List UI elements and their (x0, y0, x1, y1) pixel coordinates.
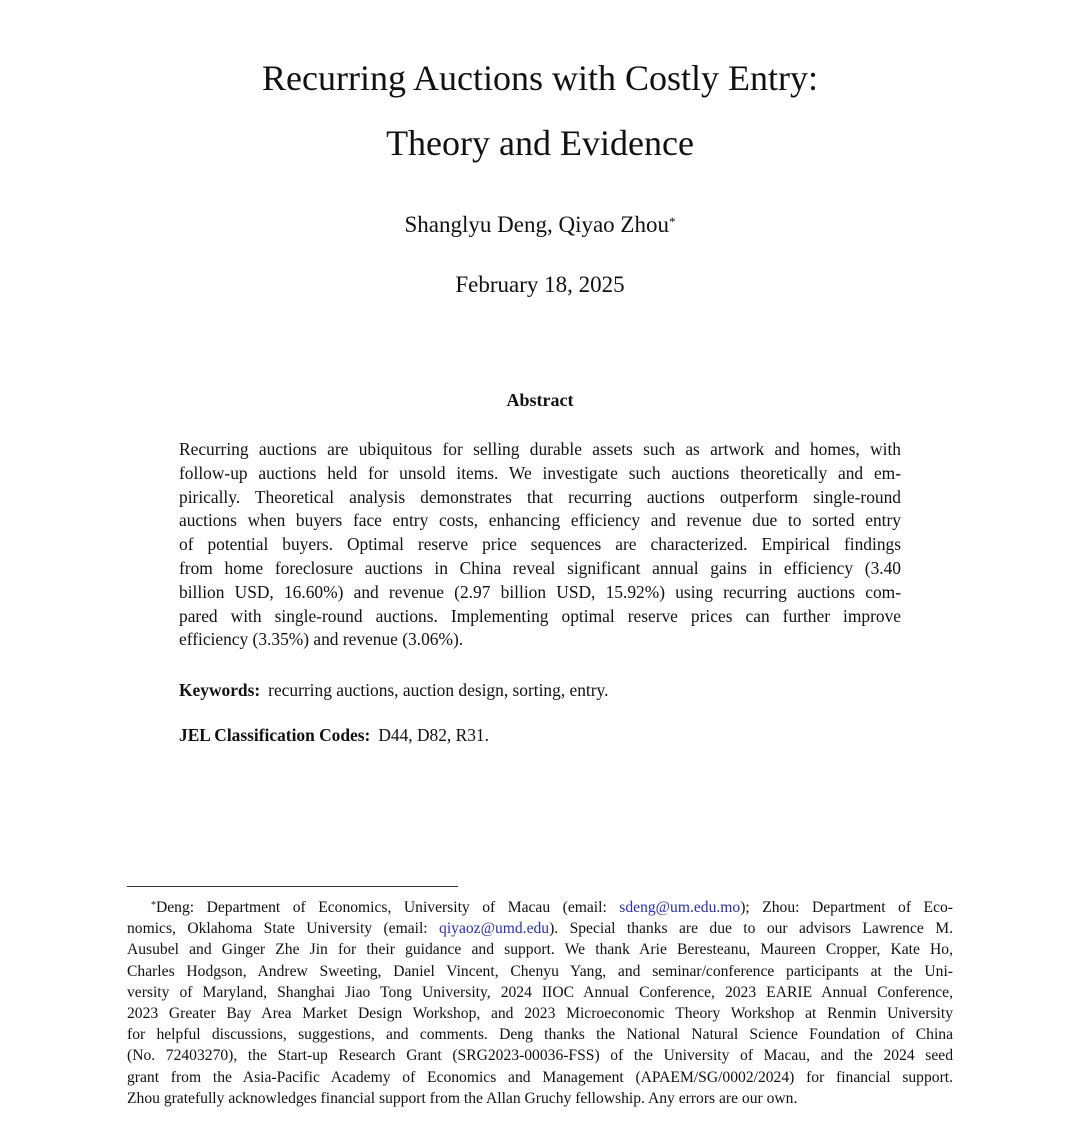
paper-title-line-1: Recurring Auctions with Costly Entry: (262, 58, 818, 98)
abstract-line: of potential buyers. Optimal reserve price sequences are characterized. Empirical findings (179, 534, 901, 555)
footnote-text: ). Special thanks are due to our advisors Lawrence M. (549, 920, 953, 938)
author-names: Shanglyu Deng, Qiyao Zhou (404, 212, 669, 237)
footnote-line: 2023 Greater Bay Area Market Design Workshop, and 2023 Microeconomic Theory Workshop at Renmin University (127, 1004, 953, 1022)
footnote-separator (127, 886, 458, 887)
abstract-line: follow-up auctions held for unsold items. We investigate such auctions theoretically and em- (179, 462, 901, 483)
abstract-line: efficiency (3.35%) and revenue (3.06%). (179, 629, 464, 650)
footnote-line: for helpful discussions, suggestions, and comments. Deng thanks the National Natural Science Foundation of China (127, 1026, 953, 1044)
abstract-line: from home foreclosure auctions in China reveal significant annual gains in efficiency (3.40 (179, 557, 901, 578)
email-link-zhou[interactable]: qiyaoz@umd.edu (439, 920, 550, 938)
keywords-row (179, 679, 608, 701)
author-list (0, 212, 1080, 238)
abstract-line: Recurring auctions are ubiquitous for selling durable assets such as artwork and homes, with (179, 439, 901, 459)
jel-label: JEL Classification Codes: (179, 725, 371, 745)
author-footnote (127, 897, 953, 1109)
email-link-deng[interactable]: sdeng@um.edu.mo (619, 899, 741, 916)
footnote-line: grant from the Asia-Pacific Academy of Economics and Management (APAEM/SG/0002/2024) for financial support. (127, 1068, 953, 1086)
abstract-body (179, 438, 901, 652)
keywords-label: Keywords: (179, 680, 261, 700)
publication-date: February 18, 2025 (455, 272, 625, 297)
footnote-text: ); Zhou: Department of Eco- (740, 899, 953, 916)
abstract-line: billion USD, 16.60%) and revenue (2.97 billion USD, 15.92%) using recurring auctions com- (179, 581, 901, 602)
footnote-mark: * (151, 900, 156, 911)
paper-title-line-2: Theory and Evidence (386, 123, 694, 163)
author-footnote-mark[interactable]: * (668, 214, 676, 229)
keywords-value: recurring auctions, auction design, sorting, entry. (268, 680, 609, 700)
footnote-line: Ausubel and Ginger Zhe Jin for their guidance and support. We thank Arie Beresteanu, Maureen Cropper, Kate Ho, (127, 941, 953, 959)
footnote-line: (No. 72403270), the Start-up Research Grant (SRG2023-00036-FSS) of the University of Macau, and the 2024 seed (127, 1047, 953, 1065)
abstract-line: pirically. Theoretical analysis demonstrates that recurring auctions outperform single-round (179, 486, 901, 507)
abstract-heading: Abstract (506, 390, 574, 410)
footnote-text: nomics, Oklahoma State University (email: (127, 920, 440, 938)
jel-value: D44, D82, R31. (378, 725, 489, 745)
abstract-line: auctions when buyers face entry costs, enhancing efficiency and revenue due to sorted entry (179, 510, 901, 531)
jel-codes-row (179, 724, 489, 746)
footnote-line (127, 918, 953, 939)
footnote-line: versity of Maryland, Shanghai Jiao Tong University, 2024 IIOC Annual Conference, 2023 EARIE Annual Conference, (127, 983, 953, 1001)
footnote-line (127, 897, 953, 918)
footnote-text: Deng: Department of Economics, University of Macau (email: (156, 899, 620, 916)
footnote-line: Charles Hodgson, Andrew Sweeting, Daniel Vincent, Chenyu Yang, and seminar/conference participants at the Uni- (127, 962, 953, 980)
abstract-line: pared with single-round auctions. Implementing optimal reserve prices can further improve (179, 605, 901, 626)
footnote-line: Zhou gratefully acknowledges financial support from the Allan Gruchy fellowship. Any errors are our own. (127, 1089, 798, 1107)
